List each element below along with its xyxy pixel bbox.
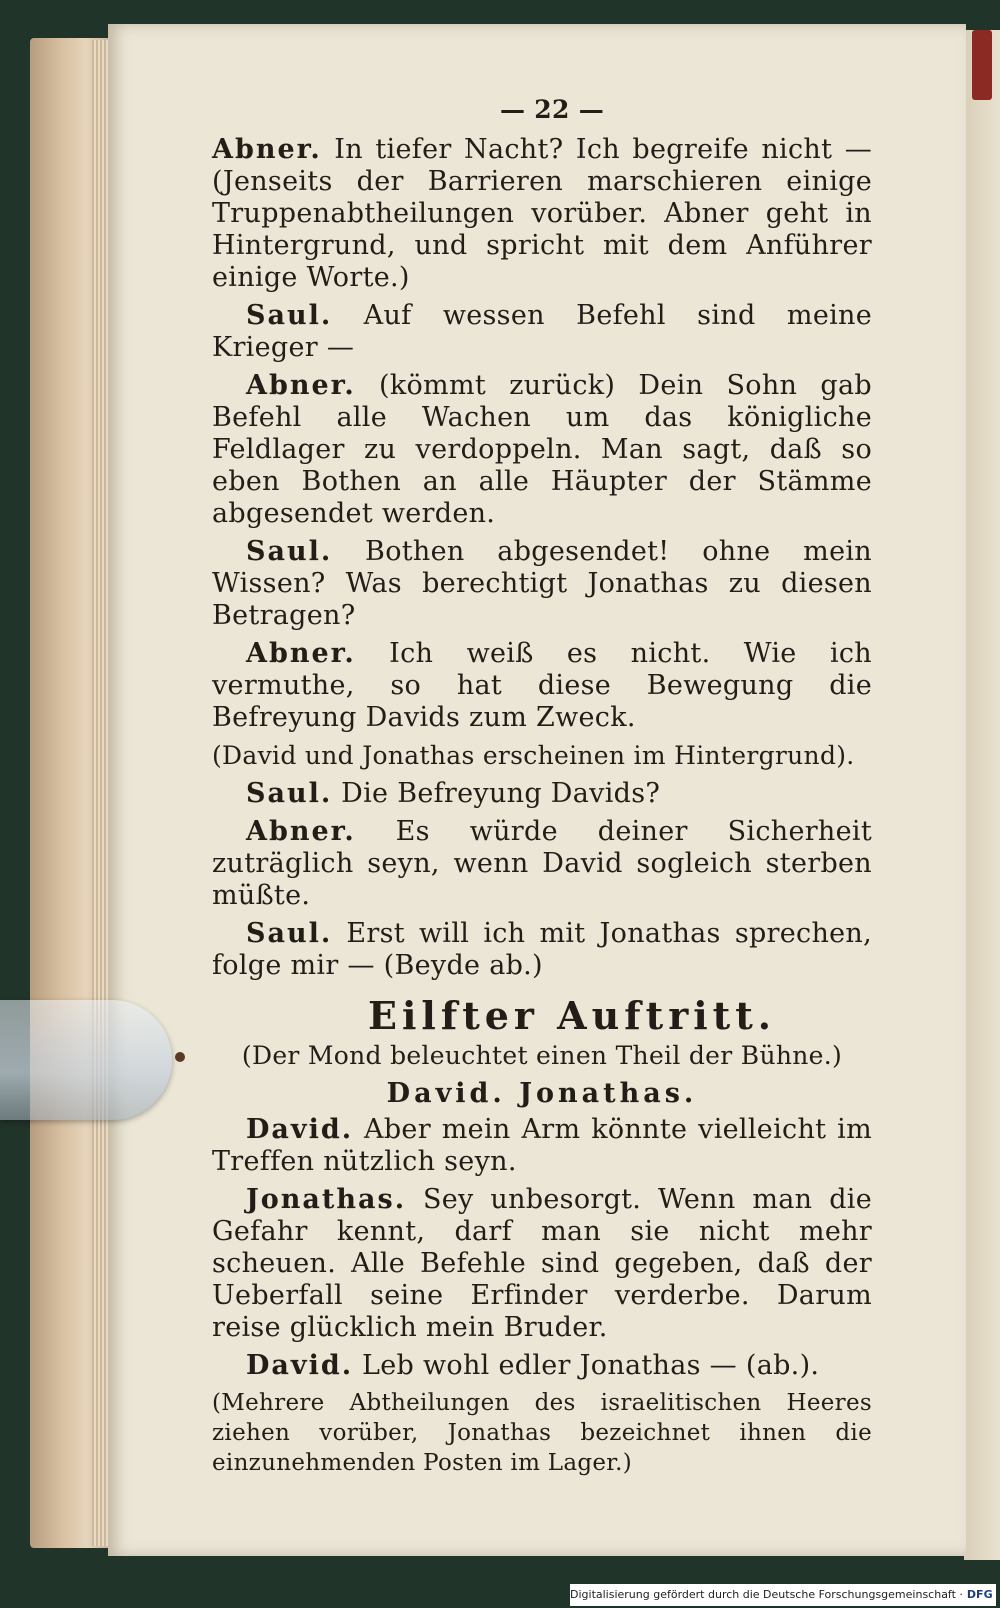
speaker-name: Abner. bbox=[246, 816, 356, 847]
facing-page-edge bbox=[964, 30, 1000, 1560]
speaker-name: Saul. bbox=[246, 300, 333, 331]
dialogue-text: Leb wohl edler Jonathas — (ab.). bbox=[362, 1350, 820, 1381]
dialogue-paragraph bbox=[212, 1114, 872, 1178]
dialogue-text: Es würde deiner Sicherheit zuträglich seyn, wenn David sogleich sterben müßte. bbox=[212, 816, 872, 911]
page-text bbox=[212, 94, 872, 1484]
stage-direction bbox=[212, 740, 872, 772]
credit-text: Digitalisierung gefördert durch die Deutsche Forschungsgemeinschaft · bbox=[570, 1588, 963, 1601]
speaker-name: Abner. bbox=[246, 370, 356, 401]
dialogue-paragraph bbox=[212, 638, 872, 734]
speaker-name: Jonathas. bbox=[246, 1184, 407, 1215]
dialogue-paragraph bbox=[212, 1350, 872, 1382]
speaker-name: Saul. bbox=[246, 536, 333, 567]
dialogue-text: Die Befreyung Davids? bbox=[341, 778, 661, 809]
dialogue-text: Bothen abgesendet! ohne mein Wissen? Was berechtigt Jonathas zu diesen Betragen? bbox=[212, 536, 872, 631]
dialogue-paragraph bbox=[212, 300, 872, 364]
scene-characters: David. Jonathas. bbox=[386, 1078, 698, 1109]
page-clip bbox=[0, 1000, 172, 1120]
dialogue-paragraph bbox=[212, 536, 872, 632]
scene-title: Eilfter Auftritt. bbox=[368, 993, 776, 1038]
dialogue-text: Ich weiß es nicht. Wie ich vermuthe, so hat diese Bewegung die Befreyung Davids zum Zweck. bbox=[212, 638, 872, 733]
dialogue-text: (kömmt zurück) Dein Sohn gab Befehl alle Wachen um das königliche Feldlager zu verdoppeln. Man sagt, daß so eben Bothen an alle Häupter der Stämme abgesendet werden. bbox=[212, 370, 872, 529]
speaker-name: David. bbox=[246, 1350, 354, 1381]
stage-direction-text: (David und Jonathas erscheinen im Hintergrund). bbox=[212, 741, 855, 770]
bookmark-ribbon bbox=[972, 30, 992, 100]
closing-stage-direction: (Mehrere Abtheilungen des israelitischen Heeres ziehen vorüber, Jonathas bezeichnet ihnen die einzunehmenden Posten im Lager.) bbox=[212, 1390, 872, 1476]
page-number: — 22 — bbox=[500, 95, 604, 124]
dialogue-text: Sey unbesorgt. Wenn man die Gefahr kennt, darf man sie nicht mehr scheuen. Alle Befehle sind gegeben, daß der Ueberfall seine Erfinder verderbe. Darum reise glücklich mein Bruder. bbox=[212, 1184, 872, 1343]
dialogue-paragraph bbox=[212, 918, 872, 982]
digitization-credit bbox=[570, 1584, 996, 1606]
dialogue-paragraph bbox=[212, 1184, 872, 1344]
dialogue-text: In tiefer Nacht? Ich begreife nicht — (Jenseits der Barrieren marschieren einige Truppenabtheilungen vorüber. Abner geht in Hintergrund, und spricht mit dem Anführer einige Worte.) bbox=[212, 134, 872, 293]
scene-direction: (Der Mond beleuchtet einen Theil der Bühne.) bbox=[241, 1041, 843, 1070]
dialogue-text: Auf wessen Befehl sind meine Krieger — bbox=[212, 300, 873, 363]
speaker-name: David. bbox=[246, 1114, 354, 1145]
speaker-name: Saul. bbox=[246, 778, 333, 809]
dfg-logo: DFG bbox=[966, 1588, 993, 1601]
dialogue-text: Aber mein Arm könnte vielleicht im Treffen nützlich seyn. bbox=[212, 1114, 872, 1177]
speaker-name: Abner. bbox=[212, 134, 322, 165]
book-page bbox=[108, 24, 966, 1556]
ink-spot bbox=[175, 1052, 185, 1062]
dialogue-paragraph bbox=[212, 370, 872, 530]
speaker-name: Saul. bbox=[246, 918, 333, 949]
dialogue-paragraph bbox=[212, 778, 872, 810]
dialogue-paragraph bbox=[212, 134, 872, 294]
dialogue-paragraph bbox=[212, 816, 872, 912]
dialogue-text: Erst will ich mit Jonathas sprechen, folge mir — (Beyde ab.) bbox=[212, 918, 872, 981]
speaker-name: Abner. bbox=[246, 638, 356, 669]
